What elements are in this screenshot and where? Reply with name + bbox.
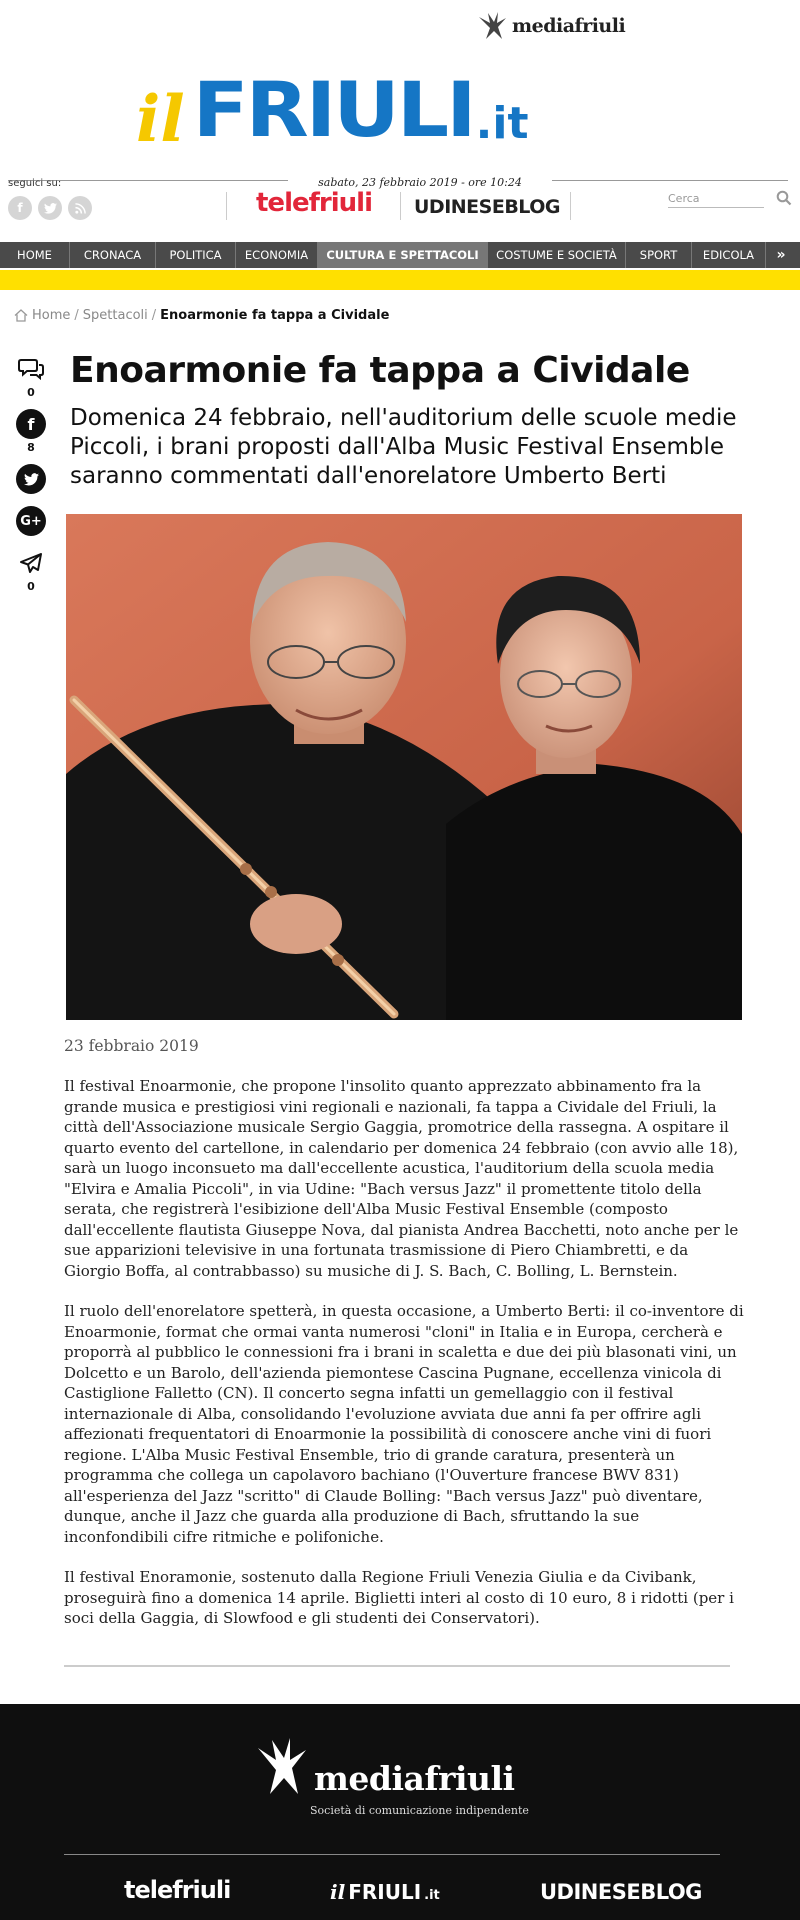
eagle-icon [476,9,510,43]
footer-brand-text: mediafriuli [314,1759,515,1798]
logo-name: FRIULI [192,66,474,155]
breadcrumb-separator: / [74,308,79,323]
article-date: 23 febbraio 2019 [64,1037,199,1055]
nav-item-costume[interactable]: COSTUME E SOCIETÀ [488,242,626,268]
partner-divider [226,192,227,220]
telegram-icon [19,552,43,574]
yellow-accent-bar [0,270,800,290]
telegram-share-count: 0 [27,580,35,593]
article-photo [66,514,742,1020]
musicians-photo [66,514,742,1020]
footer-mediafriuli-logo[interactable] [254,1734,515,1798]
main-nav [0,242,800,268]
share-sidebar [14,354,48,603]
article-end-divider [64,1665,730,1667]
breadcrumb [14,308,389,323]
header-divider-right [552,180,788,181]
breadcrumb-section[interactable]: Spettacoli [82,308,148,323]
udineseblog-link[interactable]: UDINESEBLOG [414,196,560,218]
article-paragraph: Il festival Enoramonie, sostenuto dalla Regione Friuli Venezia Giulia e da Civibank, proseguirà fino a domenica 14 aprile. Biglietti interi al costo di 10 euro, 8 i ridotti (per i soci della Gaggia, di Slowfood e gli studenti dei Conservatori). [64,1568,734,1627]
footer-ilfriuli-link[interactable] [330,1880,440,1904]
partner-divider [570,192,571,220]
nav-item-home[interactable]: HOME [0,242,70,268]
facebook-share-icon[interactable]: f [16,409,46,439]
nav-item-sport[interactable]: SPORT [626,242,692,268]
nav-item-edicola[interactable]: EDICOLA [692,242,766,268]
search-input[interactable]: Cerca [668,190,764,208]
home-icon[interactable] [14,309,28,322]
nav-more-button[interactable]: » [776,247,786,263]
date-line: sabato, 23 febbraio 2019 - ore 10:24 [318,176,522,189]
article-body [64,1076,748,1649]
nav-item-economia[interactable]: ECONOMIA [236,242,318,268]
telefriuli-link[interactable]: telefriuli [256,188,372,218]
logo-prefix: il [136,82,185,157]
footer-telefriuli-link[interactable]: telefriuli [124,1876,231,1904]
partner-divider [400,192,401,220]
twitter-share-icon[interactable] [16,464,46,494]
rss-icon[interactable] [68,196,92,220]
breadcrumb-current: Enoarmonie fa tappa a Cividale [160,308,390,323]
footer [0,1704,800,1920]
social-links [8,196,92,220]
breadcrumb-separator: / [151,308,157,323]
nav-item-cultura[interactable]: CULTURA E SPETTACOLI [318,242,488,268]
footer-tagline: Società di comunicazione indipendente [310,1804,529,1817]
facebook-icon[interactable]: f [8,196,32,220]
footer-udineseblog-link[interactable]: UDINESEBLOG [540,1880,702,1904]
comments-icon [18,358,44,380]
breadcrumb-home[interactable]: Home [32,308,71,323]
article-title: Enoarmonie fa tappa a Cividale [70,350,690,391]
twitter-icon[interactable] [38,196,62,220]
footer-ilfriuli-name: FRIULI [348,1880,422,1904]
article-paragraph: Il ruolo dell'enorelatore spetterà, in questa occasione, a Umberto Berti: il co-inventore di Enoarmonie, format che ormai vanta numerosi "cloni" in Italia e in Europa, cercherà e proporrà al pubblico le connessioni fra i brani in scaletta e due dei più blasonati vini, un Dolcetto e un Barolo, dell'azienda piemontese Cascina Pugnane, eccellenza vinicola di Castiglione Falletto (CN). Il concerto segna infatti un gemellaggio con il festival internazionale di Alba, consolidando l'evoluzione avviata due anni fa per offrire agli affezionati frequentatori di Enoarmonie la possibilità di conoscere anche vini di fuori regione. L'Alba Music Festival Ensemble, trio di grande caratura, presenterà un programma che collega un capolavoro bachiano (l'Ouverture francese BWV 831) all'esperienza del Jazz "scritto" di Claude Bolling: "Bach versus Jazz" può diventare, dunque, anche il Jazz che guarda alla produzione di Bach, sfruttando la sue inconfondibili cifre ritmiche e polifoniche. [64,1302,744,1546]
follow-label: seguici su: [8,178,62,189]
footer-ilfriuli-prefix: il [330,1880,346,1904]
googleplus-share-icon[interactable]: G+ [16,506,46,536]
mediafriuli-top-text: mediafriuli [512,15,626,37]
comments-count: 0 [27,386,35,399]
article-paragraph: Il festival Enoarmonie, che propone l'insolito quanto apprezzato abbinamento fra la grande musica e prestigiosi vini regionali e nazionali, fa tappa a Cividale del Friuli, la città dell'Associazione musicale Sergio Gaggia, promotrice della rassegna. A ospitare il quarto evento del cartellone, in calendario per domenica 24 febbraio (con avvio alle 18), sarà un luogo inconsueto ma dall'eccellente acustica, l'auditorium della scuola media "Elvira e Amalia Piccoli", in via Udine: "Bach versus Jazz" il promettente titolo della serata, che registrerà l'esibizione dell'Alba Music Festival Ensemble (composto dall'eccellente flautista Giuseppe Nova, dal pianista Andrea Bacchetti, noto anche per le sue apparizioni televisive in una fortunata trasmissione di Piero Chiambretti, e da Giorgio Boffa, al contrabbasso) su musiche di J. S. Bach, C. Bolling, L. Bernstein. [64,1077,739,1280]
mediafriuli-top-logo[interactable] [476,6,625,46]
comments-button[interactable] [16,354,46,384]
nav-item-politica[interactable]: POLITICA [156,242,236,268]
article-subtitle: Domenica 24 febbraio, nell'auditorium delle scuole medie Piccoli, i brani proposti dall'Alba Music Festival Ensemble saranno commentati dall'enorelatore Umberto Berti [70,405,737,489]
site-logo[interactable] [136,62,529,157]
eagle-icon [254,1734,310,1798]
search-icon[interactable] [776,190,792,206]
logo-suffix: .it [475,98,529,149]
nav-item-cronaca[interactable]: CRONACA [70,242,156,268]
facebook-share-count: 8 [27,441,35,454]
footer-divider [64,1854,720,1855]
telegram-share-button[interactable] [16,548,46,578]
footer-ilfriuli-suffix: .it [424,1888,440,1903]
